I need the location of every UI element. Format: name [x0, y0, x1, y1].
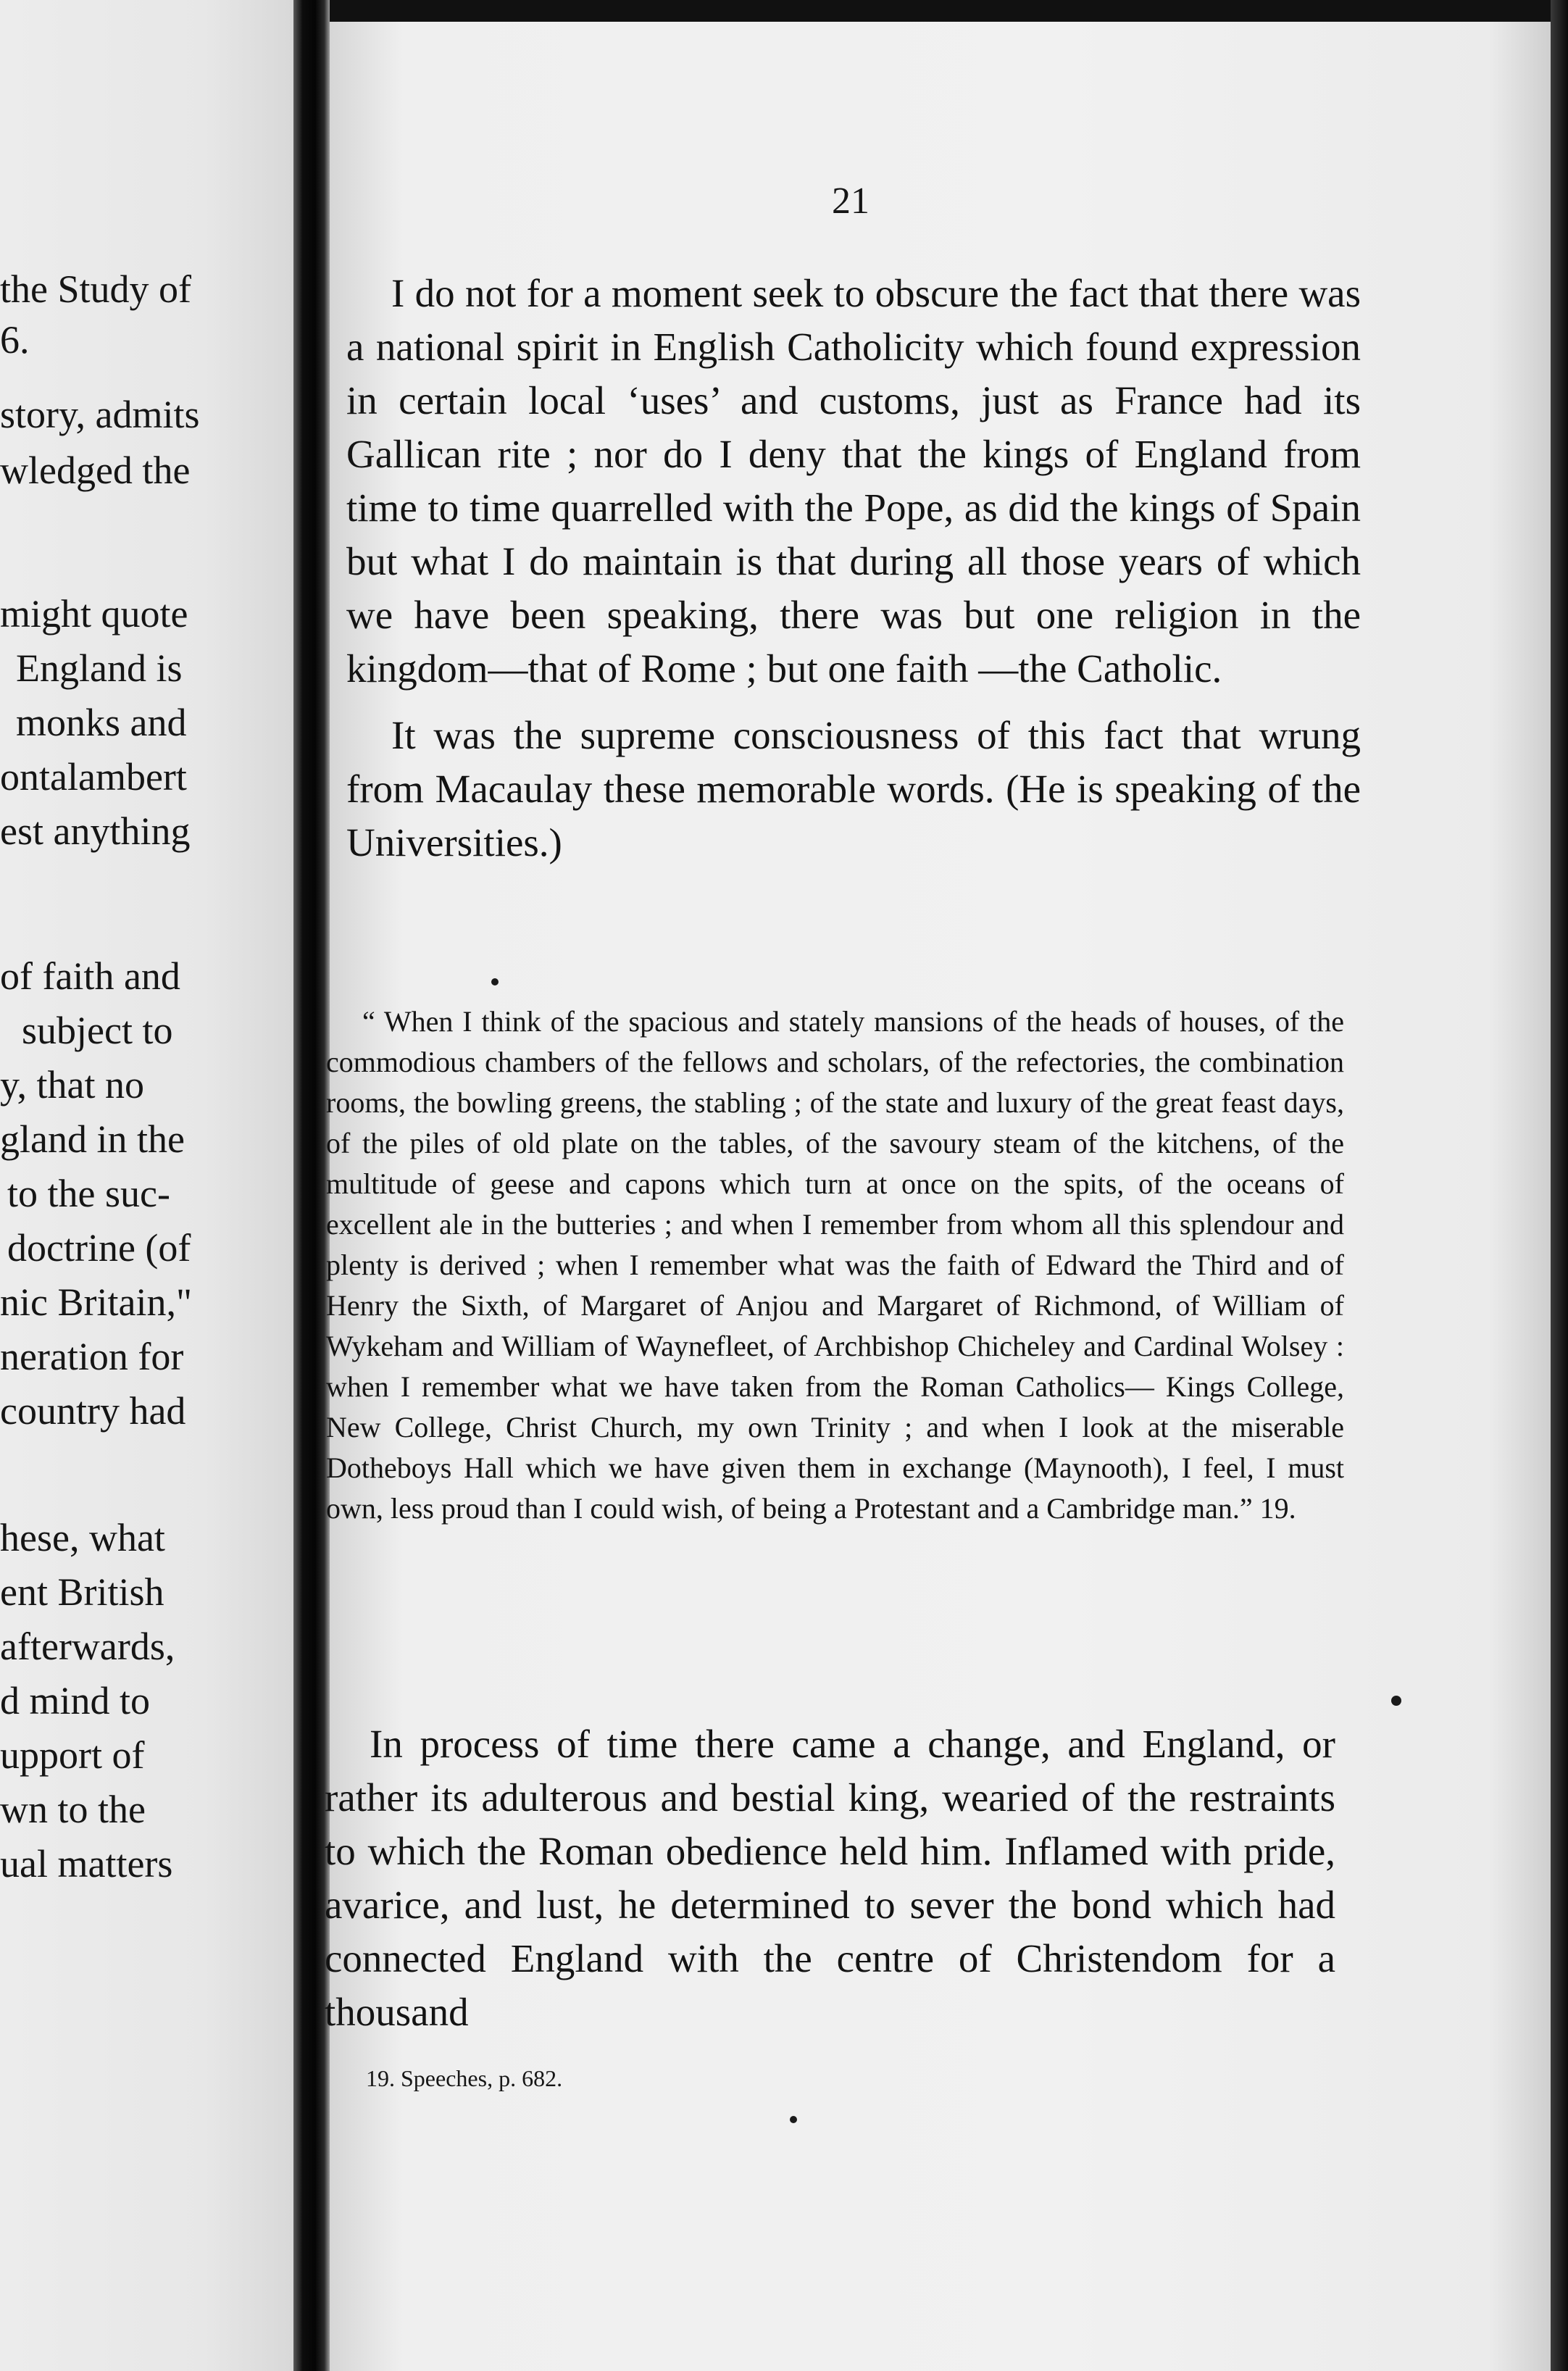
left-page-line: monks and [16, 701, 187, 744]
left-page-line: hese, what [0, 1516, 165, 1559]
left-page-line: ual matters [0, 1842, 173, 1885]
left-page-line: neration for [0, 1335, 184, 1378]
left-page-line: upport of [0, 1733, 145, 1777]
left-page-line: ontalambert [0, 755, 187, 799]
left-facing-page [0, 0, 293, 2371]
left-page-line: the Study of [0, 267, 191, 311]
footnote: 19. Speeches, p. 682. [366, 2065, 563, 2091]
ink-speck [491, 978, 499, 986]
left-page-line: gland in the [0, 1117, 185, 1161]
left-page-text [0, 0, 293, 2371]
ink-speck [1391, 1696, 1401, 1706]
left-page-line: wledged the [0, 449, 191, 492]
left-page-line: to the suc- [7, 1172, 170, 1215]
left-page-line: might quote [0, 592, 188, 636]
page-number: 21 [832, 180, 870, 222]
left-page-line: doctrine (of [7, 1226, 191, 1270]
macaulay-quote: “ When I think of the spacious and stately mansions of the heads of houses, of the commodious chambers of the fellows and scholars, of the refectories, the combination rooms, the bowling greens, the stabling ; of the state and luxury of the great feast days, of the piles of old plate on the tables, of the savoury steam of the kitchens, of the multitude of geese and capons which turn at once on the spits, of the oceans of excellent ale in the butteries ; and when I remember from whom all this splendour and plenty is derived ; when I remember what was the faith of Edward the Third and of Henry the Sixth, of Margaret of Anjou and Margaret of Richmond, of William of Wykeham and William of Waynefleet, of Archbishop Chicheley and Cardinal Wolsey : when I remember what we have taken from the Roman Catholics— Kings College, New College, Christ Church, my own Trinity ; and when I look at the miserable Dotheboys Hall which we have given them in exchange (Maynooth), I feel, I must own, less proud than I could wish, of being a Protestant and a Cambridge man.” 19. [326, 1005, 1344, 1525]
left-page-line: country had [0, 1389, 186, 1433]
left-page-line: of faith and [0, 954, 180, 998]
top-edge [330, 0, 1568, 22]
paragraph-3: In process of time there came a change, and England, or rather its adulterous and bestial king, wearied of the restraints to which the Roman obedience held him. Inflamed with pride, avarice, and lust, he determined to sever the bond which had connected England with the centre of Christendom for a thousand [325, 1722, 1335, 2034]
paragraph-2: It was the supreme consciousness of this fact that wrung from Macaulay these memorable words. (He is speaking of the Universities.) [346, 713, 1361, 864]
left-page-line: England is [16, 646, 183, 690]
left-page-line: d mind to [0, 1679, 151, 1722]
left-page-line: wn to the [0, 1788, 146, 1831]
left-page-line: subject to [22, 1009, 173, 1052]
left-page-line: ent British [0, 1570, 164, 1614]
left-page-line: y, that no [0, 1063, 144, 1107]
left-page-line: nic Britain," [0, 1280, 192, 1324]
left-page-line: afterwards, [0, 1625, 175, 1668]
right-edge [1551, 0, 1568, 2371]
left-page-line: story, admits [0, 393, 200, 436]
left-page-line: est anything [0, 809, 191, 853]
left-page-line: 6. [0, 318, 30, 362]
ink-speck [790, 2116, 797, 2123]
paragraph-1: I do not for a moment seek to obscure the fact that there was a national spirit in English Catholicity which found expression in certain local ‘uses’ and customs, just as France had its Gallican rite ; nor do I deny that the kings of England from time to time quarrelled with the Pope, as did the kings of Spain but what I do maintain is that during all those years of which we have been speaking, there was but one religion in the kingdom—that of Rome ; but one faith —the Catholic. [346, 271, 1361, 691]
main-text-block [346, 267, 1361, 870]
